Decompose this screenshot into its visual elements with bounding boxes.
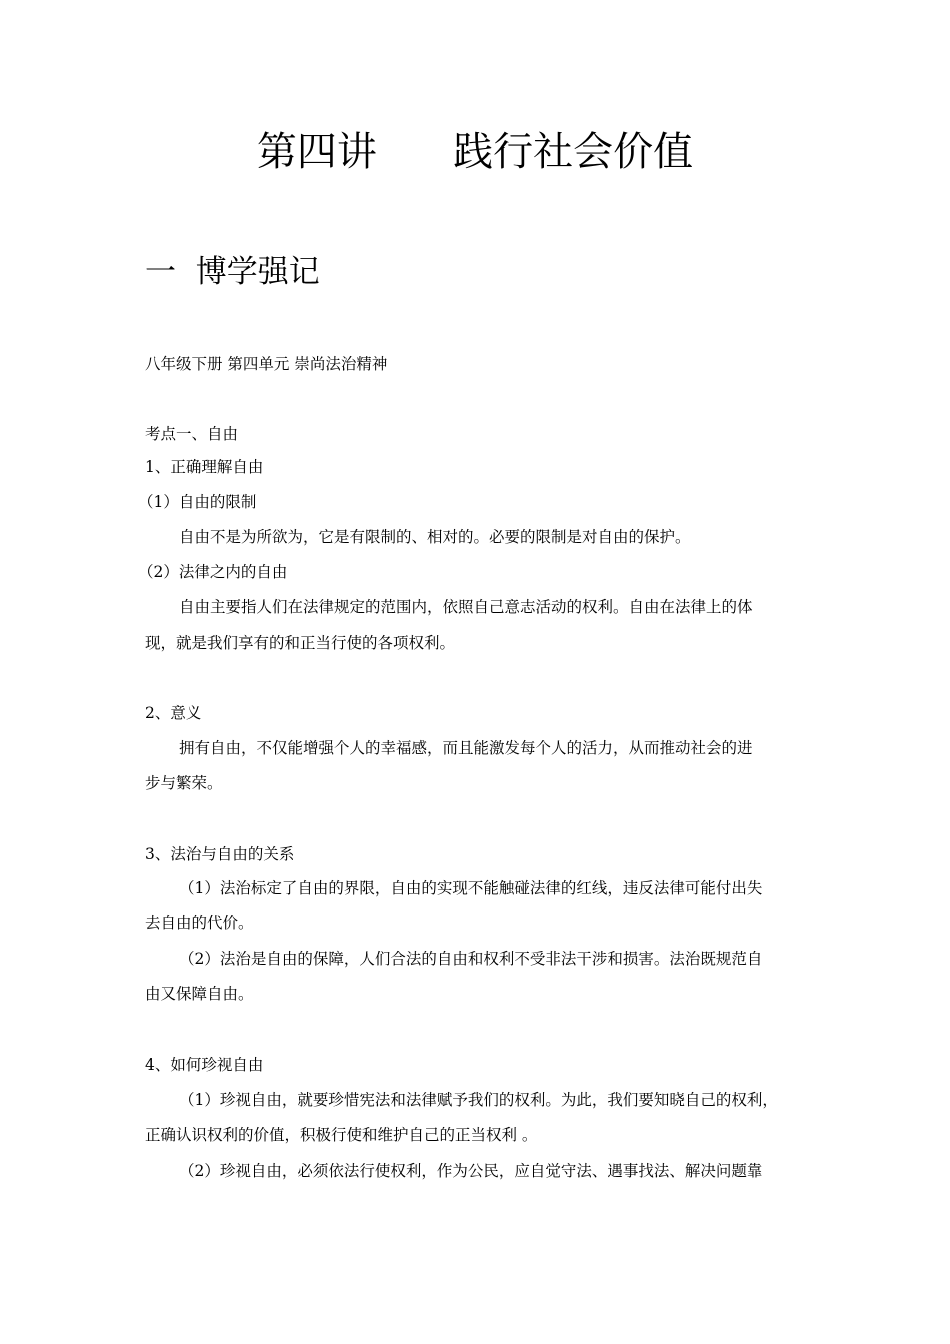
point-2-text-line1: 拥有自由，不仅能增强个人的幸福感，而且能激发每个人的活力，从而推动社会的进 <box>179 739 753 757</box>
point-4-heading: 4、如何珍视自由 <box>145 1056 264 1074</box>
point-4-item1-line2: 正确认识权利的价值，积极行使和维护自己的正当权利 。 <box>145 1126 538 1144</box>
point-3-item1-line2: 去自由的代价。 <box>145 914 254 932</box>
unit-line: 八年级下册 第四单元 崇尚法治精神 <box>145 355 388 373</box>
point-1-heading: 1、正确理解自由 <box>145 458 264 476</box>
topic-heading: 考点一、自由 <box>145 425 239 443</box>
point-3-item1-line1: （1）法治标定了自由的界限，自由的实现不能触碰法律的红线，违反法律可能付出失 <box>179 879 763 897</box>
point-3-heading: 3、法治与自由的关系 <box>145 845 295 863</box>
point-2-heading: 2、意义 <box>145 704 202 722</box>
point-4-item1-line1: （1）珍视自由，就要珍惜宪法和法律赋予我们的权利。为此，我们要知晓自己的权利， <box>179 1091 778 1109</box>
point-1-sub2-text-line2: 现，就是我们享有的和正当行使的各项权利。 <box>145 634 456 652</box>
point-3-item2-line1: （2）法治是自由的保障，人们合法的自由和权利不受非法干涉和损害。法治既规范自 <box>179 950 763 968</box>
point-4-item2-line1: （2）珍视自由，必须依法行使权利，作为公民，应自觉守法、遇事找法、解决问题靠 <box>179 1162 763 1180</box>
point-1-sub2-text-line1: 自由主要指人们在法律规定的范围内，依照自己意志活动的权利。自由在法律上的体 <box>179 598 753 616</box>
point-1-sub2-heading: （2）法律之内的自由 <box>138 563 288 581</box>
point-2-text-line2: 步与繁荣。 <box>145 774 223 792</box>
point-1-sub1-heading: （1）自由的限制 <box>138 493 257 511</box>
point-1-sub1-text: 自由不是为所欲为，它是有限制的、相对的。必要的限制是对自由的保护。 <box>179 528 691 546</box>
page-title: 第四讲 践行社会价值 <box>256 129 694 175</box>
section-heading: 一 博学强记 <box>145 254 320 290</box>
point-3-item2-line2: 由又保障自由。 <box>145 985 254 1003</box>
